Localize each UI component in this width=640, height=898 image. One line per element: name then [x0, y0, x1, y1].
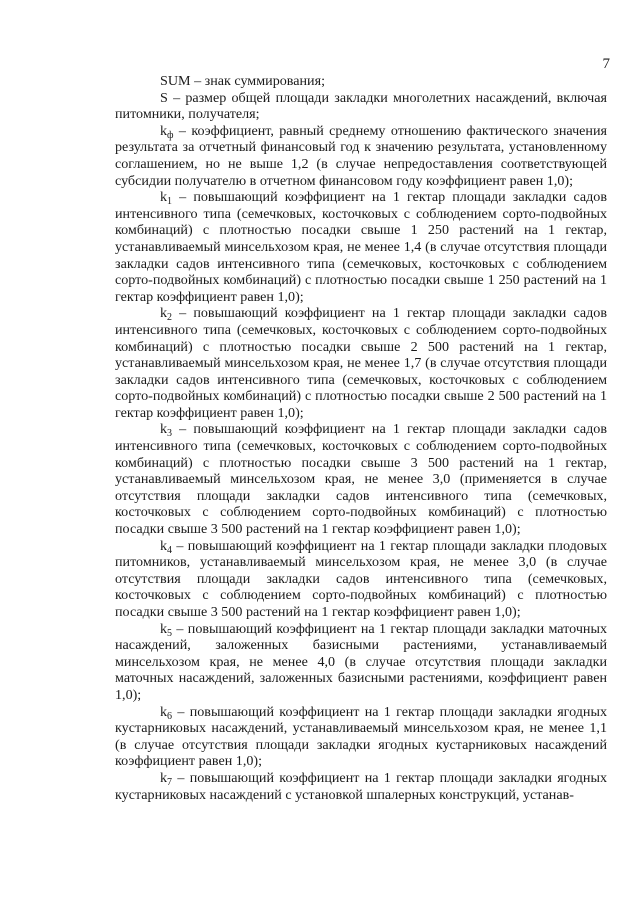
coefficient-subscript: 3: [167, 428, 173, 440]
coefficient-symbol: k: [160, 620, 168, 637]
paragraph-text: – повышающий коэффициент на 1 гектар площади закладки ягодных кустарниковых насаждений, устанавливаемый минсельхозом края, не менее 1,1 (в случае отсутствия площади закладки ягодных кустарниковых насаждений коэффициент равен 1,0);: [115, 703, 607, 770]
coefficient-symbol: k: [160, 537, 168, 554]
paragraph-kf-definition: [115, 123, 607, 189]
paragraph-k7-definition: [115, 770, 607, 803]
paragraph-text: – повышающий коэффициент на 1 гектар площади закладки плодовых питомников, устанавливаемый минсельхозом края, не менее 3,0 (в случае отсутствия площади закладки садов интенсивного типа (семечковых, косточковых с соблюдением сорто-подвойных комбинаций) с плотностью посадки свыше 3 500 растений на 1 гектар коэффициент равен 1,0);: [115, 537, 607, 620]
document-body: [115, 73, 607, 803]
coefficient-subscript: 5: [167, 627, 173, 639]
paragraph-k4-definition: [115, 538, 607, 621]
paragraph-s-definition: [115, 90, 607, 123]
paragraph-k6-definition: [115, 704, 607, 770]
paragraph-text: – коэффициент, равный среднему отношению фактического значения результата за отчетный финансовый год к значению результата, установленному соглашением, но не выше 1,2 (в случае непредоставления соответствующей субсидии получателю в отчетном финансовом году коэффициент равен 1,0);: [115, 122, 607, 189]
coefficient-subscript: 4: [167, 544, 173, 556]
coefficient-subscript: ф: [167, 129, 174, 141]
paragraph-text: S – размер общей площади закладки многолетних насаждений, включая питомники, получателя;: [115, 89, 607, 123]
paragraph-k3-definition: [115, 421, 607, 537]
paragraph-text: – повышающий коэффициент на 1 гектар площади закладки садов интенсивного типа (семечковых, косточковых с соблюдением сорто-подвойных комбинаций) с плотностью посадки свыше 1 250 растений на 1 гектар, устанавливаемый минсельхозом края, не менее 1,4 (в случае отсутствия площади закладки садов интенсивного типа (семечковых, косточковых с соблюдением сорто-подвойных комбинаций) с плотностью посадки свыше 1 250 растений на 1 гектар коэффициент равен 1,0);: [115, 189, 607, 305]
coefficient-symbol: k: [160, 421, 168, 438]
coefficient-symbol: k: [160, 189, 168, 206]
paragraph-text: – повышающий коэффициент на 1 гектар площади закладки садов интенсивного типа (семечковых, косточковых с соблюдением сорто-подвойных комбинаций) с плотностью посадки свыше 2 500 растений на 1 гектар, устанавливаемый минсельхозом края, не менее 1,7 (в случае отсутствия площади закладки садов интенсивного типа (семечковых, косточковых с соблюдением сорто-подвойных комбинаций) с плотностью посадки свыше 2 500 растений на 1 гектар коэффициент равен 1,0);: [115, 305, 607, 421]
coefficient-subscript: 1: [167, 196, 173, 208]
paragraph-text: – повышающий коэффициент на 1 гектар площади закладки маточных насаждений, заложенных базисными растениями, устанавливаемый минсельхозом края, не менее 4,0 (в случае отсутствия площади закладки маточных насаждений, заложенных базисными растениями, коэффициент равен 1,0);: [115, 620, 607, 703]
paragraph-text: – повышающий коэффициент на 1 гектар площади закладки ягодных кустарниковых насаждений с установкой шпалерных конструкций, устанав-: [115, 769, 607, 803]
paragraph-k2-definition: [115, 305, 607, 421]
coefficient-subscript: 6: [167, 710, 173, 722]
paragraph-k5-definition: [115, 621, 607, 704]
page-number: 7: [602, 56, 610, 72]
coefficient-symbol: k: [160, 769, 168, 786]
coefficient-symbol: k: [160, 305, 168, 322]
paragraph-sum-definition: [115, 73, 607, 90]
paragraph-text: – повышающий коэффициент на 1 гектар площади закладки садов интенсивного типа (семечковых, косточковых с соблюдением сорто-подвойных комбинаций) с плотностью посадки свыше 3 500 растений на 1 гектар, устанавливаемый минсельхозом края, не менее 3,0 (применяется в случае отсутствия площади закладки садов интенсивного типа (семечковых, косточковых с соблюдением сорто-подвойных комбинаций) с плотностью посадки свыше 3 500 растений на 1 гектар коэффициент равен 1,0);: [115, 421, 607, 538]
coefficient-subscript: 2: [167, 312, 173, 324]
paragraph-k1-definition: [115, 189, 607, 305]
paragraph-text: SUM – знак суммирования;: [160, 73, 325, 89]
coefficient-symbol: k: [160, 122, 168, 139]
coefficient-subscript: 7: [167, 776, 173, 788]
coefficient-symbol: k: [160, 703, 168, 720]
